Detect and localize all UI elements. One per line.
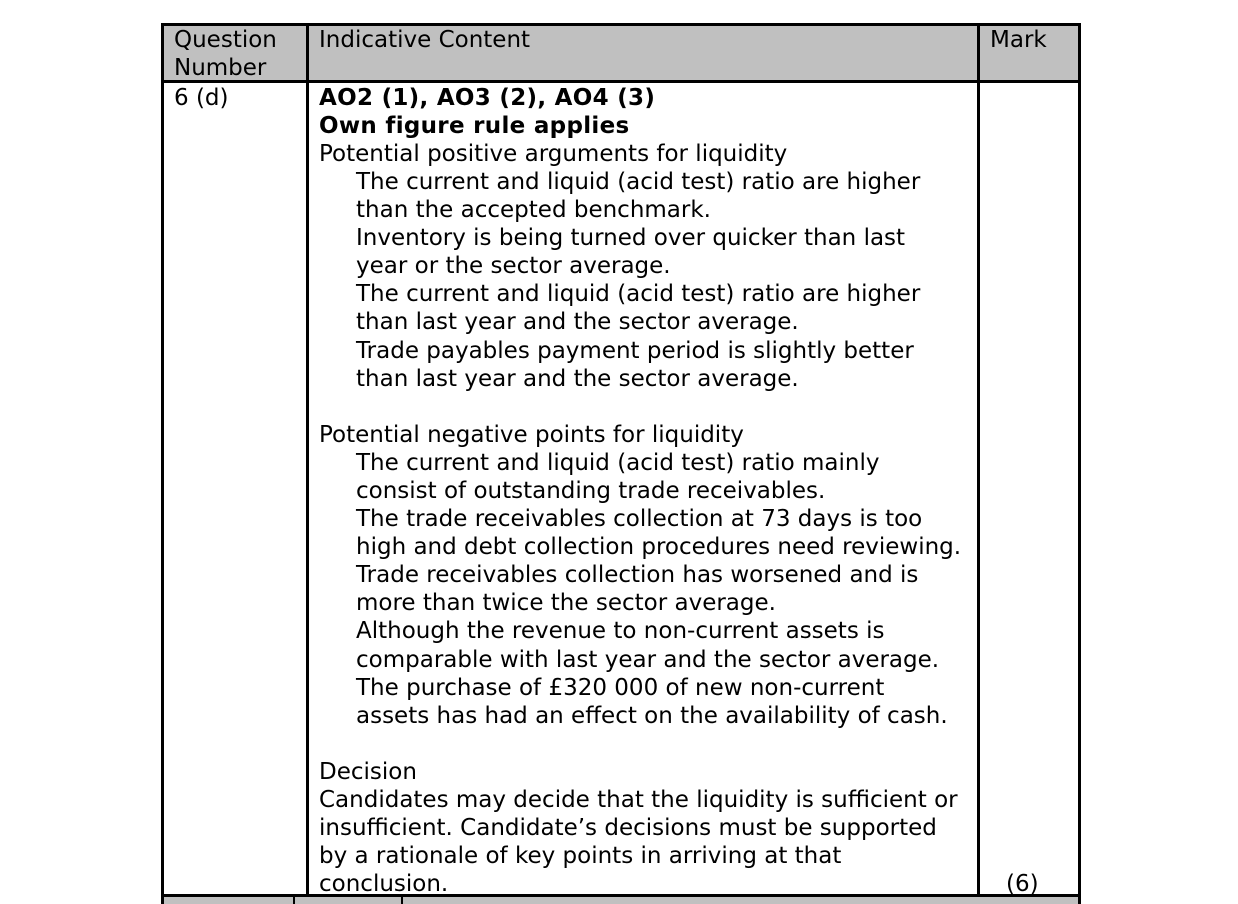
negative-line: The current and liquid (acid test) ratio mainly <box>356 450 880 476</box>
header-band <box>163 26 1079 81</box>
negative-line: more than twice the sector average. <box>356 590 776 616</box>
next-row-divider-1 <box>293 897 295 904</box>
question-number: 6 (d) <box>174 85 229 111</box>
negative-line: The purchase of £320 000 of new non-current <box>356 675 885 701</box>
positive-line: year or the sector average. <box>356 253 671 279</box>
table-right-border <box>1078 23 1081 904</box>
negative-line: Trade receivables collection has worsened and is <box>356 562 919 588</box>
decision-line: insufficient. Candidate’s decisions must be supported <box>319 815 937 841</box>
negative-line: consist of outstanding trade receivables. <box>356 478 826 504</box>
positive-line: than the accepted benchmark. <box>356 197 711 223</box>
decision-line: Candidates may decide that the liquidity is sufficient or <box>319 787 958 813</box>
negative-line: The trade receivables collection at 73 days is too <box>356 506 923 532</box>
positive-line: The current and liquid (acid test) ratio are higher <box>356 281 921 307</box>
header-bottom-border <box>161 80 1081 83</box>
decision-line: by a rationale of key points in arriving at that <box>319 843 842 869</box>
positive-line: Trade payables payment period is slightly better <box>356 338 914 364</box>
decision-heading: Decision <box>319 759 417 785</box>
own-figure-rule: Own figure rule applies <box>319 113 630 139</box>
next-row-divider-2 <box>401 897 403 904</box>
negative-heading: Potential negative points for liquidity <box>319 422 744 448</box>
column-divider-2 <box>977 23 980 897</box>
header-mark: Mark <box>990 27 1047 53</box>
table-left-border <box>161 23 164 904</box>
header-indicative-content: Indicative Content <box>319 27 531 53</box>
negative-line: high and debt collection procedures need reviewing. <box>356 534 962 560</box>
next-row-band <box>163 897 1079 904</box>
mark-value: (6) <box>1006 871 1039 897</box>
negative-line: assets has had an effect on the availability of cash. <box>356 703 948 729</box>
positive-line: than last year and the sector average. <box>356 366 799 392</box>
positive-heading: Potential positive arguments for liquidity <box>319 141 788 167</box>
decision-line: conclusion. <box>319 871 449 897</box>
header-question-line1: Question <box>174 27 277 53</box>
positive-line: Inventory is being turned over quicker than last <box>356 225 906 251</box>
table-top-border <box>161 23 1081 26</box>
positive-line: The current and liquid (acid test) ratio are higher <box>356 169 921 195</box>
assessment-objectives: AO2 (1), AO3 (2), AO4 (3) <box>319 85 656 111</box>
row-bottom-border <box>161 894 1081 897</box>
header-question-line2: Number <box>174 55 267 81</box>
negative-line: Although the revenue to non-current assets is <box>356 618 885 644</box>
positive-line: than last year and the sector average. <box>356 309 799 335</box>
negative-line: comparable with last year and the sector average. <box>356 647 940 673</box>
column-divider-1 <box>306 23 309 897</box>
